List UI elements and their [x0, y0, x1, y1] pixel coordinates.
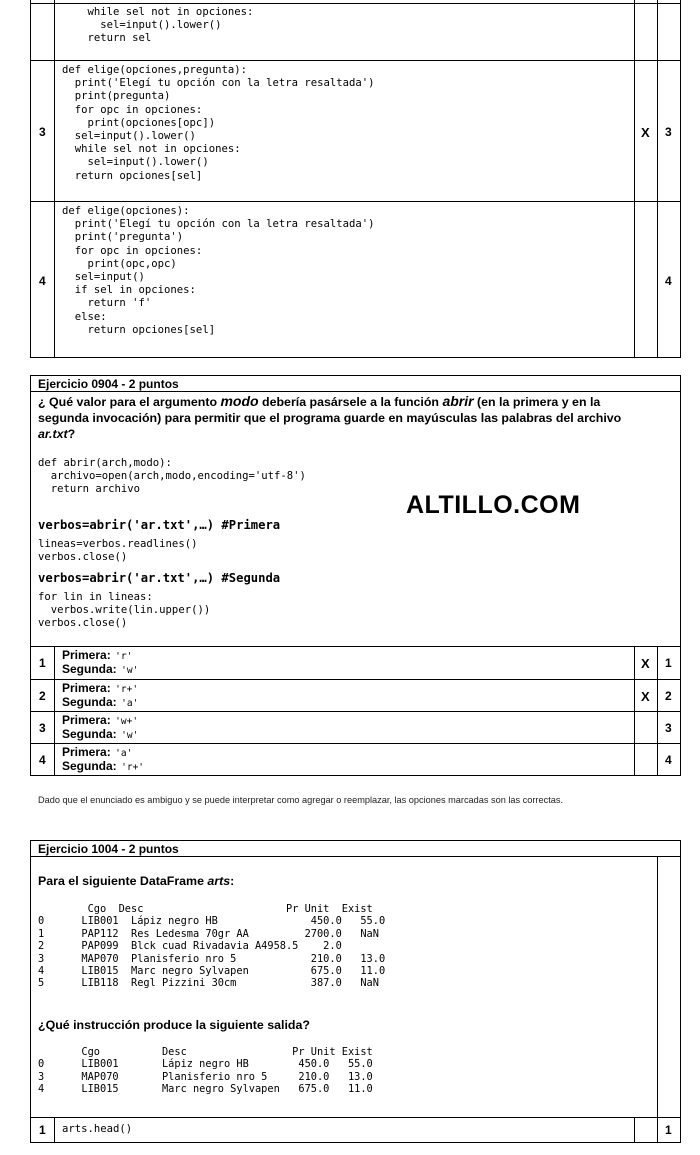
code-def-abrir: def abrir(arch,modo): archivo=open(arch,modo,encoding='utf-8') return archivo [38, 457, 306, 496]
question-line-2: segunda invocación) para permitir que el programa guarde en mayúsculas las palabras del archivo [38, 411, 622, 425]
question-text-2: debería pasársele a la función [258, 395, 443, 409]
segunda-value: 'a' [121, 698, 139, 709]
exercise-1004-title: Ejercicio 1004 - 2 puntos [38, 842, 179, 856]
option-1-number: 1 [39, 1123, 46, 1137]
option-3-number-right: 3 [665, 721, 672, 735]
question-end: ? [67, 427, 76, 441]
option-1-number: 1 [39, 656, 46, 670]
exercise-1004-question: ¿Qué instrucción produce la siguiente salida? [38, 1018, 310, 1032]
question-filename: ar.txt [38, 427, 68, 441]
expected-output-table: Cgo Desc Pr Unit Exist 0 LIB001 Lápiz negro HB 450.0 55.0 3 MAP070 Planisferio nro 5 210.0 13.0 4 LIB015 Marc negro Sylvapen 675.0 11.0 [38, 1046, 373, 1096]
altillo-watermark: ALTILLO.COM [406, 491, 581, 519]
option-1-segunda [62, 662, 138, 678]
option-2-code-tail: while sel not in opciones: sel=input().lower() return sel [87, 6, 254, 45]
primera-label: Primera: [62, 713, 111, 727]
option-4-segunda [62, 759, 144, 775]
primera-label: Primera: [62, 681, 111, 695]
primera-value: 'r' [115, 651, 133, 662]
segunda-label: Segunda: [62, 759, 117, 773]
option-3-number: 3 [39, 721, 46, 735]
primera-label: Primera: [62, 648, 111, 662]
question-text-3: (en la primera y en la [473, 395, 601, 409]
option-4-number: 4 [39, 753, 46, 767]
code-segunda-invocation: verbos=abrir('ar.txt',…) #Segunda [38, 571, 281, 585]
option-1-number-right: 1 [665, 656, 672, 670]
option-4-number-right: 4 [665, 753, 672, 767]
segunda-value: 'w' [121, 730, 139, 741]
option-1-correct-mark: X [641, 656, 650, 671]
question-text-1: ¿ Qué valor para el argumento [38, 395, 221, 409]
option-3-segunda [62, 727, 138, 743]
option-4-code: def elige(opciones): print('Elegí tu opción con la letra resaltada') print('pregunta') for opc in opciones: print(opc,opc) sel=input() if sel in opciones: return 'f' else: return opciones[sel] [62, 205, 375, 336]
option-4-number: 4 [39, 274, 46, 288]
option-3-number-right: 3 [665, 125, 672, 139]
intro-text: Para el siguiente DataFrame [38, 874, 208, 888]
question-modo: modo [220, 393, 259, 409]
option-2-segunda [62, 695, 138, 711]
segunda-value: 'w' [121, 665, 139, 676]
option-1-code: arts.head() [62, 1123, 133, 1135]
dataframe-arts-table: Cgo Desc Pr Unit Exist 0 LIB001 Lápiz negro HB 450.0 55.0 1 PAP112 Res Ledesma 70gr AA 2700.0 NaN 2 PAP099 Blck cuad Rivadavia A4958.5 2.0 3 MAP070 Planisferio nro 5 210.0 13.0 4 LIB015 Marc negro Sylvapen 675.0 11.0 5 LIB118 Regl Pizzini 30cm 387.0 NaN [38, 903, 386, 990]
option-1-number-right: 1 [665, 1123, 672, 1137]
segunda-label: Segunda: [62, 695, 117, 709]
option-2-number-right: 2 [665, 689, 672, 703]
segunda-label: Segunda: [62, 662, 117, 676]
code-readlines: lineas=verbos.readlines() verbos.close() [38, 538, 198, 564]
intro-colon: : [230, 874, 235, 888]
option-2-correct-mark: X [641, 689, 650, 704]
primera-value: 'w+' [115, 716, 139, 727]
option-2-number: 2 [39, 689, 46, 703]
option-4-number-right: 4 [665, 274, 672, 288]
primera-label: Primera: [62, 745, 111, 759]
option-3-code: def elige(opciones,pregunta): print('Elegí tu opción con la letra resaltada') print(pregunta) for opc in opciones: print(opciones[opc]) sel=input().lower() while sel not in opciones: sel=input().lower() return opciones[sel] [62, 64, 375, 182]
segunda-value: 'r+' [121, 762, 145, 773]
option-3-number: 3 [39, 125, 46, 139]
ambiguity-note: Dado que el enunciado es ambiguo y se puede interpretar como agregar o reemplazar, las opciones marcadas son las correctas. [38, 795, 564, 805]
dataframe-intro [38, 873, 234, 889]
exercise-0904-question [38, 393, 668, 442]
primera-value: 'a' [115, 748, 133, 759]
question-abrir: abrir [442, 393, 474, 409]
code-primera-invocation: verbos=abrir('ar.txt',…) #Primera [38, 518, 281, 532]
code-write-loop: for lin in lineas: verbos.write(lin.upper()) verbos.close() [38, 591, 211, 630]
segunda-label: Segunda: [62, 727, 117, 741]
primera-value: 'r+' [115, 684, 139, 695]
exercise-0904-title: Ejercicio 0904 - 2 puntos [38, 377, 179, 391]
intro-arts: arts [207, 874, 231, 888]
option-3-correct-mark: X [641, 125, 650, 140]
